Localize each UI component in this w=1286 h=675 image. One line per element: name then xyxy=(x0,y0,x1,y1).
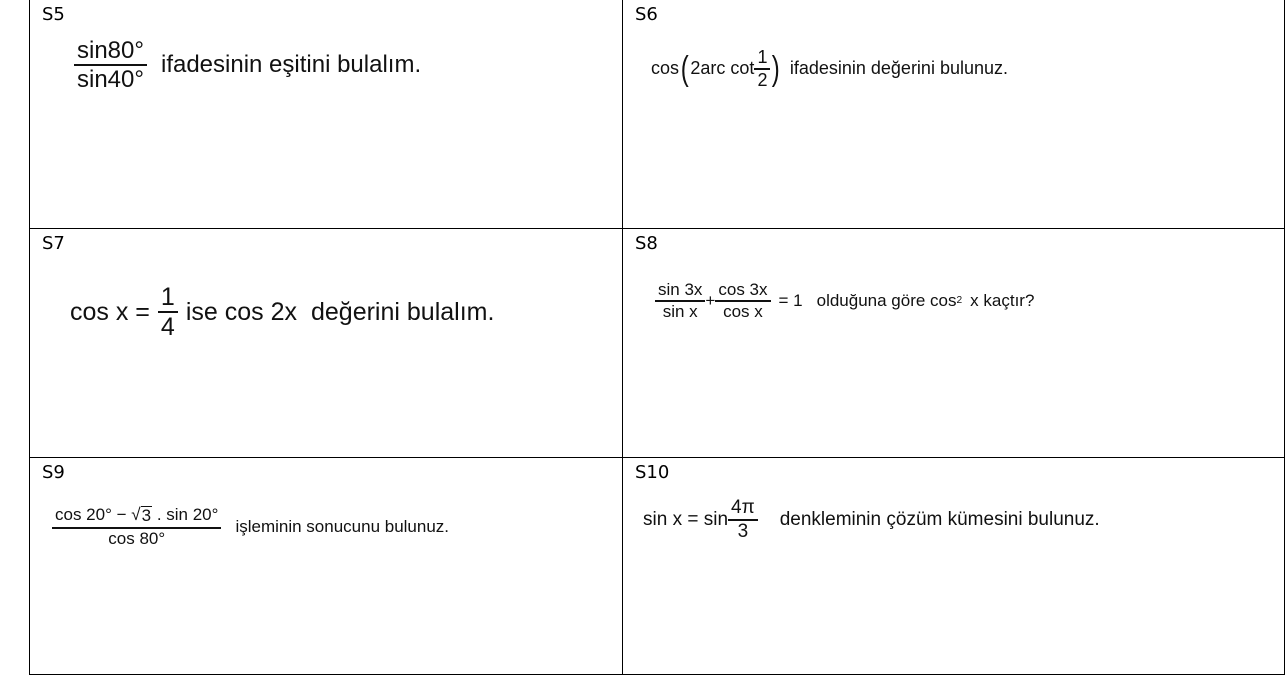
question-label: S10 xyxy=(635,462,670,483)
fraction-denominator: cos 80° xyxy=(108,528,166,548)
question-expression xyxy=(651,48,1008,90)
question-text: olduğuna göre cos xyxy=(816,290,957,310)
right-parenthesis: ) xyxy=(772,49,781,88)
fraction-numerator: 1 xyxy=(158,284,178,313)
question-expression: $\frac{\sin 3x}{\text{sin x}}$ + $\frac{\cos 3x}{\text{cos x}}$ = 1 olduğuna göre cos 2 x kaçtır? xyxy=(655,281,1034,321)
question-text: değerini bulalım. xyxy=(310,297,495,326)
question-cell-s7 xyxy=(30,229,623,458)
fraction-denominator: sin40° xyxy=(77,66,144,94)
question-label: S7 xyxy=(42,233,65,254)
question-cell-s9 xyxy=(30,458,623,675)
question-expression xyxy=(74,38,421,92)
question-text: ifadesinin değerini bulunuz. xyxy=(789,58,1008,79)
question-label: S6 xyxy=(635,4,658,25)
plus-sign: + xyxy=(705,290,716,310)
question-text: ifadesinin eşitini bulalım. xyxy=(160,51,422,79)
fraction-denominator: 4 xyxy=(160,313,175,342)
left-parenthesis: ( xyxy=(680,49,689,88)
question-cell-s10 xyxy=(623,458,1284,675)
fraction xyxy=(52,506,221,548)
question-cell-s8 xyxy=(623,229,1284,458)
question-expression xyxy=(70,284,494,341)
fraction-numerator: 1 xyxy=(754,48,770,70)
question-text-condition: ise cos 2x xyxy=(185,297,297,326)
square-root: √ 3 xyxy=(131,505,152,525)
equation-lhs: cos x = xyxy=(70,297,150,326)
fraction-sin xyxy=(655,281,705,321)
fraction xyxy=(158,284,178,341)
question-text: işleminin sonucunu bulunuz. xyxy=(235,516,450,536)
question-text: denkleminin çözüm kümesini bulunuz. xyxy=(779,508,1100,530)
fraction xyxy=(728,498,758,542)
fraction-numerator: cos 3x xyxy=(715,281,770,302)
question-label: S8 xyxy=(635,233,658,254)
question-cell-s5 xyxy=(30,0,623,229)
question-expression xyxy=(643,498,1100,542)
question-expression xyxy=(52,506,449,548)
question-cell-s6 xyxy=(623,0,1284,229)
fraction-numerator: 4π xyxy=(728,498,758,521)
fraction-denominator: 2 xyxy=(757,69,768,90)
equals-one: = 1 xyxy=(778,290,803,310)
fraction-denominator: cos x xyxy=(723,301,763,321)
question-text-end: x kaçtır? xyxy=(970,290,1035,310)
question-label: S9 xyxy=(42,462,65,483)
fraction-denominator: 3 xyxy=(737,520,749,542)
fraction-numerator: sin 3x xyxy=(655,281,705,302)
question-grid xyxy=(29,0,1285,675)
fraction-numerator: sin80° xyxy=(74,38,147,66)
fraction xyxy=(754,48,770,90)
fraction-numerator: cos 20° − √ 3 . sin 20° xyxy=(52,506,221,529)
arccot-function: 2arc cot xyxy=(690,58,755,79)
question-label: S5 xyxy=(42,4,65,25)
fraction-cos xyxy=(715,281,770,321)
fraction xyxy=(74,38,147,92)
cos-function: cos xyxy=(651,58,680,79)
equation-lhs: sin x = sin xyxy=(643,508,729,530)
fraction-denominator: sin x xyxy=(662,301,698,321)
